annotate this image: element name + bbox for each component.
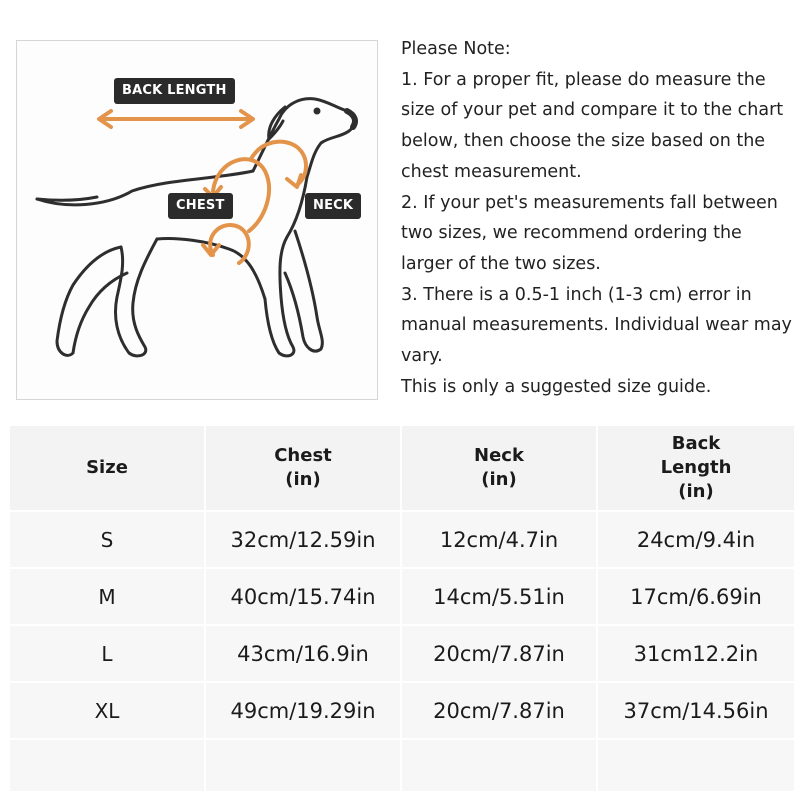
size-chart-table	[8, 424, 796, 793]
header-neck: Neck (in)	[401, 425, 597, 511]
chest-cell: 32cm/12.59in	[205, 511, 401, 568]
neck-cell: 20cm/7.87in	[401, 682, 597, 739]
table-header-row	[9, 425, 795, 511]
empty-cell	[9, 739, 205, 792]
chest-tag: CHEST	[168, 193, 233, 219]
table-row	[9, 568, 795, 625]
note-item-1: 1. For a proper fit, please do measure the size of your pet and compare it to the chart below, then choose the size based on the chest measurement.	[401, 69, 784, 182]
notes-heading: Please Note:	[401, 39, 511, 59]
table-row	[9, 625, 795, 682]
dog-outline	[37, 99, 355, 356]
size-cell: XL	[9, 682, 205, 739]
note-item-2: 2. If your pet's measurements fall between two sizes, we recommend ordering the larger of the two sizes.	[401, 192, 778, 274]
note-item-3: 3. There is a 0.5-1 inch (1-3 cm) error in manual measurements. Individual wear may vary.	[401, 284, 792, 367]
neck-cell: 14cm/5.51in	[401, 568, 597, 625]
back-length-cell: 17cm/6.69in	[597, 568, 795, 625]
header-chest: Chest (in)	[205, 425, 401, 511]
neck-cell: 12cm/4.7in	[401, 511, 597, 568]
empty-cell	[597, 739, 795, 792]
chest-cell: 49cm/19.29in	[205, 682, 401, 739]
measurement-diagram	[16, 40, 378, 400]
table-row	[9, 682, 795, 739]
neck-tag: NECK	[305, 193, 361, 219]
back-length-tag: BACK LENGTH	[114, 78, 235, 104]
table-empty-row	[9, 739, 795, 792]
table-row	[9, 511, 795, 568]
chest-cell: 43cm/16.9in	[205, 625, 401, 682]
neck-cell: 20cm/7.87in	[401, 625, 597, 682]
header-size: Size	[9, 425, 205, 511]
size-cell: L	[9, 625, 205, 682]
back-length-cell: 31cm12.2in	[597, 625, 795, 682]
back-length-cell: 24cm/9.4in	[597, 511, 795, 568]
header-back-length: Back Length (in)	[597, 425, 795, 511]
notes-footer: This is only a suggested size guide.	[401, 376, 712, 397]
empty-cell	[401, 739, 597, 792]
size-cell: S	[9, 511, 205, 568]
size-notes	[401, 34, 793, 402]
empty-cell	[205, 739, 401, 792]
chest-cell: 40cm/15.74in	[205, 568, 401, 625]
back-length-cell: 37cm/14.56in	[597, 682, 795, 739]
size-cell: M	[9, 568, 205, 625]
